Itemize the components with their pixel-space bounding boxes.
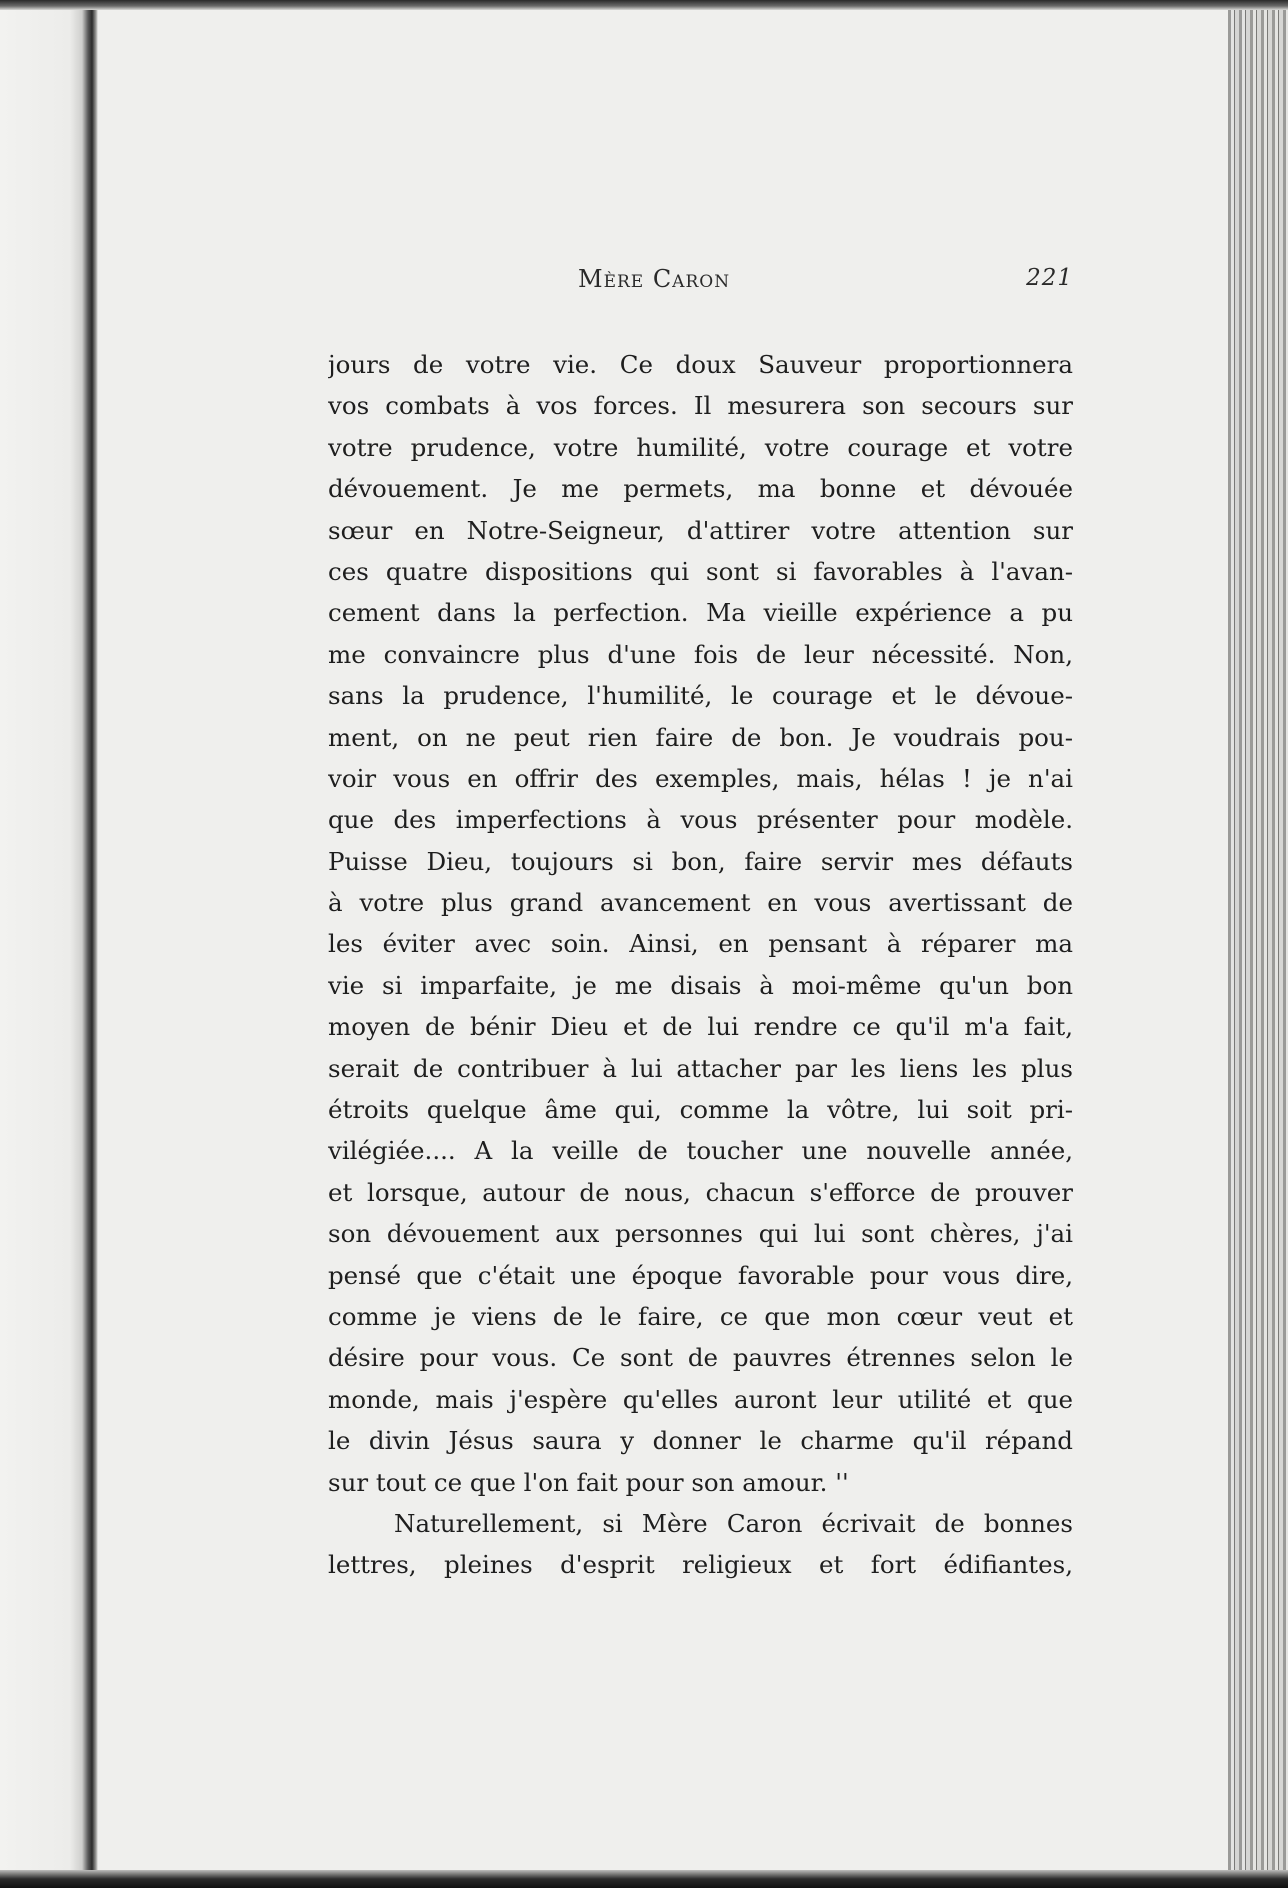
text-line: ment, on ne peut rien faire de bon. Je voudrais pou- xyxy=(328,722,1073,752)
text-line: moyen de bénir Dieu et de lui rendre ce qu'il m'a fait, xyxy=(328,1012,1073,1042)
text-line: votre prudence, votre humilité, votre courage et votre xyxy=(328,432,1073,462)
text-line: que des imperfections à vous présenter pour modèle. xyxy=(328,805,1073,835)
text-line: son dévouement aux personnes qui lui sont chères, j'ai xyxy=(328,1219,1073,1249)
scan-bottom-border xyxy=(0,1870,1288,1888)
text-line: vie si imparfaite, je me disais à moi-même qu'un bon xyxy=(328,970,1073,1000)
text-line: dévouement. Je me permets, ma bonne et dévouée xyxy=(328,474,1073,504)
text-line-paragraph-start: Naturellement, si Mère Caron écrivait de bonnes xyxy=(394,1508,1073,1538)
body-text xyxy=(328,344,1073,1586)
text-line: à votre plus grand avancement en vous avertissant de xyxy=(328,888,1073,918)
header-title: Mère Caron xyxy=(578,265,731,293)
text-line: comme je viens de le faire, ce que mon cœur veut et xyxy=(328,1301,1073,1331)
text-line: sans la prudence, l'humilité, le courage et le dévoue- xyxy=(328,681,1073,711)
text-line: Puisse Dieu, toujours si bon, faire servir mes défauts xyxy=(328,846,1073,876)
text-line: me convaincre plus d'une fois de leur nécessité. Non, xyxy=(328,639,1073,669)
running-head xyxy=(328,265,1073,305)
text-line: lettres, pleines d'esprit religieux et fort édifiantes, xyxy=(328,1550,1073,1580)
text-line: étroits quelque âme qui, comme la vôtre, lui soit pri- xyxy=(328,1095,1073,1125)
book-page xyxy=(98,10,1228,1870)
text-line: les éviter avec soin. Ainsi, en pensant à réparer ma xyxy=(328,929,1073,959)
text-line: cement dans la perfection. Ma vieille expérience a pu xyxy=(328,598,1073,628)
page-stack-edge xyxy=(1228,0,1288,1888)
gutter-shadow xyxy=(0,0,98,1888)
text-line: serait de contribuer à lui attacher par les liens les plus xyxy=(328,1053,1073,1083)
text-line: ces quatre dispositions qui sont si favorables à l'avan- xyxy=(328,556,1073,586)
text-line: vilégiée.... A la veille de toucher une nouvelle année, xyxy=(328,1136,1073,1166)
text-line: monde, mais j'espère qu'elles auront leur utilité et que xyxy=(328,1384,1073,1414)
text-line: désire pour vous. Ce sont de pauvres étrennes selon le xyxy=(328,1343,1073,1373)
text-line: et lorsque, autour de nous, chacun s'efforce de prouver xyxy=(328,1177,1073,1207)
text-line-paragraph-end: sur tout ce que l'on fait pour son amour. '' xyxy=(328,1467,849,1497)
text-line: vos combats à vos forces. Il mesurera son secours sur xyxy=(328,391,1073,421)
page-number: 221 xyxy=(1026,265,1073,291)
text-line: sœur en Notre-Seigneur, d'attirer votre attention sur xyxy=(328,515,1073,545)
text-line: voir vous en offrir des exemples, mais, hélas ! je n'ai xyxy=(328,763,1073,793)
scan-top-border xyxy=(0,0,1288,10)
text-line: pensé que c'était une époque favorable pour vous dire, xyxy=(328,1260,1073,1290)
text-line: le divin Jésus saura y donner le charme qu'il répand xyxy=(328,1426,1073,1456)
text-line: jours de votre vie. Ce doux Sauveur proportionnera xyxy=(328,350,1073,379)
